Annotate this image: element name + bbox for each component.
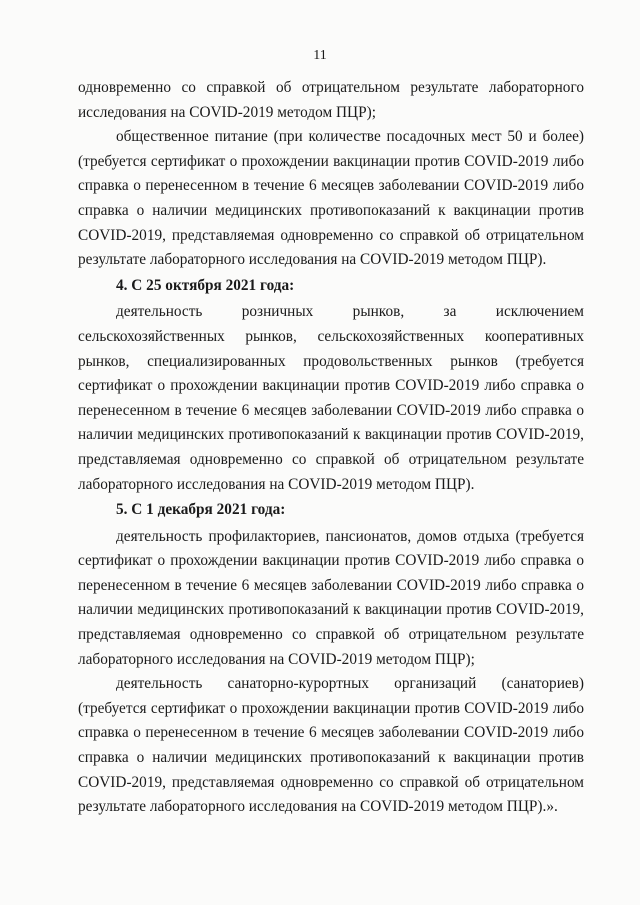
paragraph-2: общественное питание (при количестве посадочных мест 50 и более) (требуется сертификат о прохождении вакцинации против COVID-2019 либо справка о перенесенном в течение 6 месяцев заболевании COVID-2019 либо справка о наличии медицинских противопоказаний к вакцинации против COVID-2019, представляемая одновременно со справкой об отрицательном результате лабораторного исследования на COVID-2019 методом ПЦР). [78, 128, 584, 269]
section-heading-5: 5. С 1 декабря 2021 года: [116, 501, 286, 519]
paragraph-5: деятельность санаторно-курортных организаций (санаториев) (требуется сертификат о прохождении вакцинации против COVID-2019 либо справка о перенесенном в течение 6 месяцев заболевании COVID-2019 либо справка о наличии медицинских противопоказаний к вакцинации против COVID-2019, представляемая одновременно со справкой об отрицательном результате лабораторного исследования на COVID-2019 методом ПЦР).». [78, 675, 584, 816]
paragraph-4: деятельность профилакториев, пансионатов, домов отдыха (требуется сертификат о прохождении вакцинации против COVID-2019 либо справка о перенесенном в течение 6 месяцев заболевании COVID-2019 либо справка о наличии медицинских противопоказаний к вакцинации против COVID-2019, представляемая одновременно со справкой об отрицательном результате лабораторного исследования на COVID-2019 методом ПЦР); [78, 527, 584, 668]
paragraph-3: деятельность розничных рынков, за исключением сельскохозяйственных рынков, сельскохозяйственных кооперативных рынков, специализированных продовольственных рынков (требуется сертификат о прохождении вакцинации против COVID-2019 либо справка о перенесенном в течение 6 месяцев заболевании COVID-2019 либо справка о наличии медицинских противопоказаний к вакцинации против COVID-2019, представляемая одновременно со справкой об отрицательном результате лабораторного исследования на COVID-2019 методом ПЦР). [78, 303, 584, 493]
document-body [78, 76, 584, 820]
page-number: 11 [313, 48, 327, 63]
paragraph-1: одновременно со справкой об отрицательном результате лабораторного исследования на COVID-2019 методом ПЦР); [78, 79, 584, 121]
section-heading-4: 4. С 25 октября 2021 года: [116, 276, 295, 294]
